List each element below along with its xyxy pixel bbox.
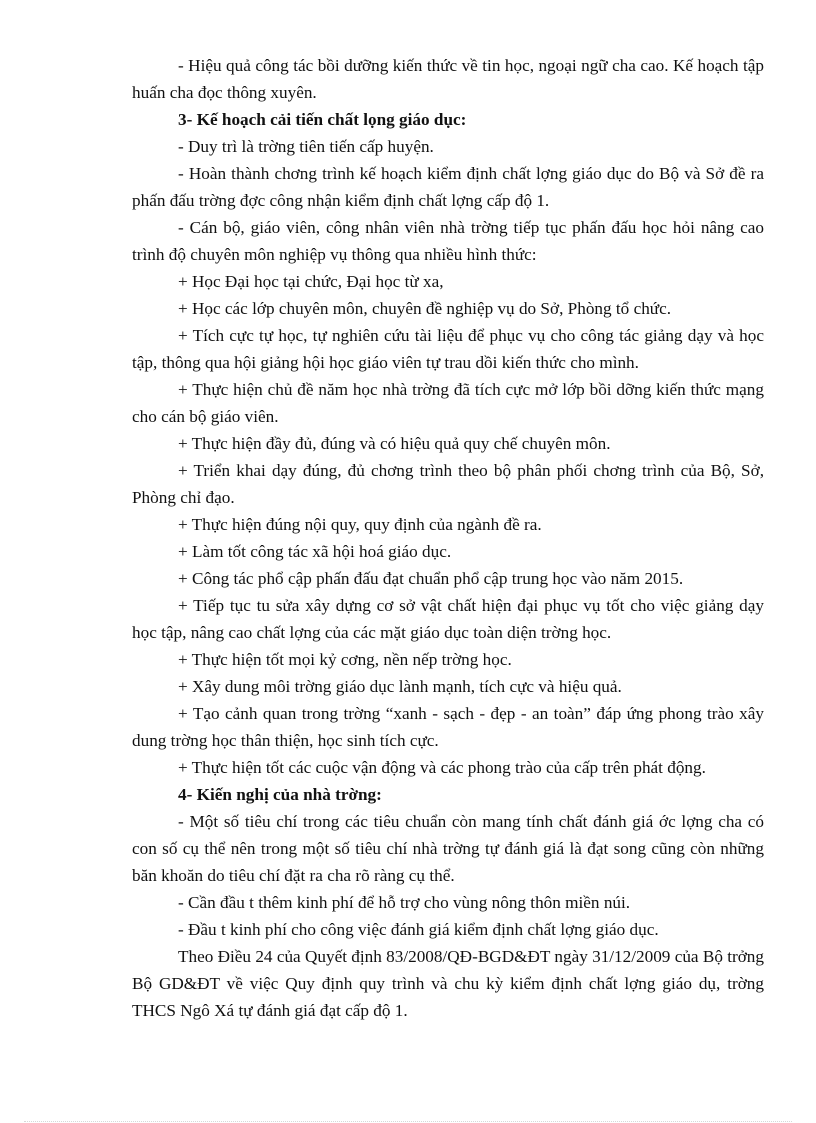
list-item-facilities: + Tiếp tục tu sửa xây dựng cơ sở vật chất hiện đại phục vụ tốt cho việc giảng dạy học tập, nâng cao chất lợng của các mặt giáo dục toàn diện trờng học.	[132, 596, 764, 642]
list-item-campaigns: + Thực hiện tốt các cuộc vận động và các phong trào của cấp trên phát động.	[178, 758, 706, 777]
document-body	[132, 52, 764, 1024]
list-item-curriculum: + Triển khai dạy đúng, đủ chơng trình theo bộ phân phối chơng trình của Bộ, Sở, Phòng chỉ đạo.	[132, 461, 764, 507]
list-item-socialization: + Làm tốt công tác xã hội hoá giáo dục.	[178, 542, 452, 561]
paragraph-criteria-concerns: - Một số tiêu chí trong các tiêu chuẩn còn mang tính chất đánh giá ớc lợng cha có con số cụ thể nên trong một số tiêu chí nhà trờng tự đánh giá là đạt song cũng còn những băn khoăn do tiêu chí đặt ra cha rõ ràng cụ thể.	[132, 812, 764, 885]
section-heading-quality-improvement: 3- Kế hoạch cải tiến chất lọng giáo dục:	[178, 110, 467, 129]
list-item-rules: + Thực hiện đúng nội quy, quy định của ngành đề ra.	[178, 515, 542, 534]
paragraph-staff-development: - Cán bộ, giáo viên, công nhân viên nhà trờng tiếp tục phấn đấu học hỏi nâng cao trình độ chuyên môn nghiệp vụ thông qua nhiều hình thức:	[132, 218, 764, 264]
paragraph-funding-rural: - Cần đầu t thêm kinh phí để hỗ trợ cho vùng nông thôn miền núi.	[178, 893, 631, 912]
section-heading-recommendations: 4- Kiến nghị của nhà trờng:	[178, 785, 382, 804]
list-item-school-year-theme: + Thực hiện chủ đề năm học nhà trờng đã tích cực mở lớp bồi dỡng kiến thức mạng cho cán bộ giáo viên.	[132, 380, 764, 426]
list-item-universalization: + Công tác phổ cập phấn đấu đạt chuẩn phổ cập trung học vào năm 2015.	[178, 569, 684, 588]
list-item-self-study: + Tích cực tự học, tự nghiên cứu tài liệu để phục vụ cho công tác giảng dạy và học tập, thông qua hội giảng hội học giáo viên tự trau dồi kiến thức cho mình.	[132, 326, 764, 372]
paragraph-conclusion: Theo Điều 24 của Quyết định 83/2008/QĐ-BGD&ĐT ngày 31/12/2009 của Bộ trởng Bộ GD&ĐT về việc Quy định quy trình và chu kỳ kiểm định chất lợng giáo dụ, trờng THCS Ngô Xá tự đánh giá đạt cấp độ 1.	[132, 947, 764, 1020]
list-item-university-study: + Học Đại học tại chức, Đại học từ xa,	[178, 272, 444, 291]
list-item-discipline: + Thực hiện tốt mọi kỷ cơng, nền nếp trờng học.	[178, 650, 512, 669]
page-bottom-divider	[24, 1121, 792, 1122]
paragraph-funding-assessment: - Đầu t kinh phí cho công việc đánh giá kiểm định chất lợng giáo dục.	[178, 920, 659, 939]
list-item-professional-regulations: + Thực hiện đầy đủ, đúng và có hiệu quả quy chế chuyên môn.	[178, 434, 611, 453]
paragraph-maintain-status: - Duy trì là trờng tiên tiến cấp huyện.	[178, 137, 434, 156]
list-item-landscape: + Tạo cảnh quan trong trờng “xanh - sạch - đẹp - an toàn” đáp ứng phong trào xây dung trờng học thân thiện, học sinh tích cực.	[132, 704, 764, 750]
paragraph-training-effectiveness: - Hiệu quả công tác bồi dưỡng kiến thức về tin học, ngoại ngữ cha cao. Kế hoạch tập huấn cha đọc thông xuyên.	[132, 56, 764, 102]
paragraph-accreditation-plan: - Hoàn thành chơng trình kế hoạch kiểm định chất lợng giáo dục do Bộ và Sở đề ra phấn đấu trờng đợc công nhận kiểm định chất lợng cấp độ 1.	[132, 164, 764, 210]
list-item-environment: + Xây dung môi trờng giáo dục lành mạnh, tích cực và hiệu quả.	[178, 677, 622, 696]
list-item-professional-classes: + Học các lớp chuyên môn, chuyên đề nghiệp vụ do Sở, Phòng tổ chức.	[178, 299, 672, 318]
